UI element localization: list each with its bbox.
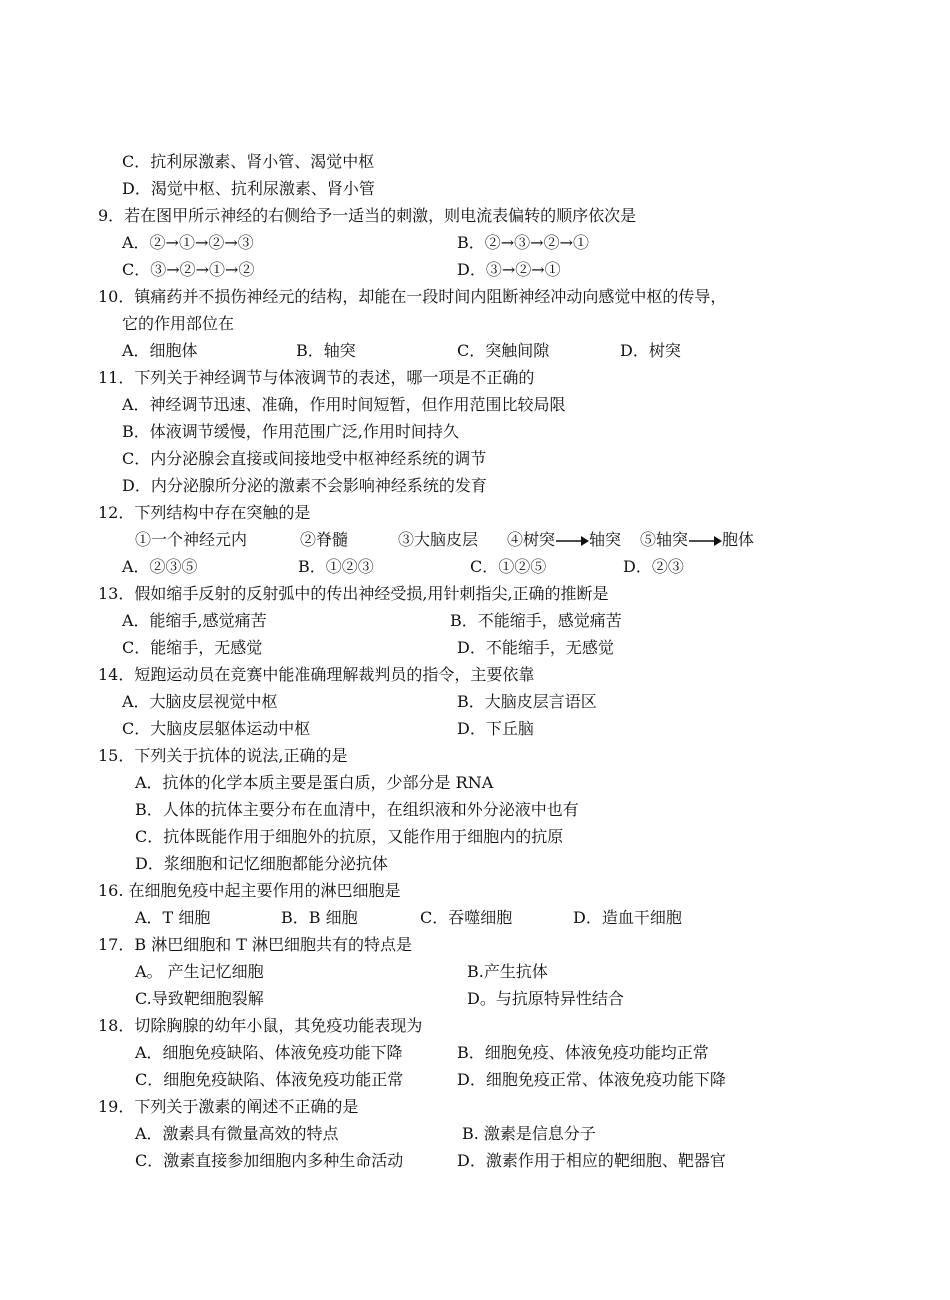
q12-item-3: ③大脑皮层 [398,530,479,549]
arrow-right-icon [688,535,722,547]
q16-option-d: D．造血干细胞 [573,908,682,927]
q13-option-b: B．不能缩手，感觉痛苦 [450,611,622,630]
q16-option-c: C．吞噬细胞 [420,908,513,927]
q11-option-b: B．体液调节缓慢，作用范围广泛,作用时间持久 [122,422,459,441]
q18-option-c: C．细胞免疫缺陷、体液免疫功能正常 [135,1070,404,1089]
q12-stem: 12．下列结构中存在突触的是 [98,503,311,522]
q12-option-a: A．②③⑤ [122,557,198,576]
q14-option-c: C．大脑皮层躯体运动中枢 [122,719,311,738]
q13-stem: 13．假如缩手反射的反射弧中的传出神经受损,用针刺指尖,正确的推断是 [98,584,609,603]
q14-option-a: A．大脑皮层视觉中枢 [122,692,278,711]
q13-option-d: D．不能缩手，无感觉 [457,638,614,657]
q14-option-d: D．下丘脑 [457,719,534,738]
q17-stem: 17．B 淋巴细胞和 T 淋巴细胞共有的特点是 [98,935,413,954]
q12-item-5-from: ⑤轴突 [640,530,689,549]
q18-option-b: B．细胞免疫、体液免疫功能均正常 [457,1043,709,1062]
q18-option-d: D．细胞免疫正常、体液免疫功能下降 [457,1070,726,1089]
q8-option-c: C．抗利尿激素、肾小管、渴觉中枢 [122,152,375,171]
q17-option-d: D。与抗原特异性结合 [467,989,624,1008]
q12-option-c: C．①②⑤ [470,557,547,576]
q19-option-a: A．激素具有微量高效的特点 [135,1124,339,1143]
q19-option-c: C．激素直接参加细胞内多种生命活动 [135,1151,404,1170]
q8-option-d: D．渴觉中枢、抗利尿激素、肾小管 [122,179,375,198]
q16-stem: 16. 在细胞免疫中起主要作用的淋巴细胞是 [98,881,401,900]
q12-option-d: D．②③ [623,557,684,576]
q9-option-a: A．②→①→②→③ [122,233,254,252]
q10-option-a: A．细胞体 [122,341,198,360]
q12-item-5 [640,530,754,550]
q19-option-b: B. 激素是信息分子 [462,1124,596,1143]
arrow-right-icon [555,535,589,547]
q12-option-b: B．①②③ [298,557,374,576]
q11-stem: 11．下列关于神经调节与体液调节的表述，哪一项是不正确的 [98,368,535,387]
q12-item-4-from: ④树突 [507,530,556,549]
q16-option-b: B．B 细胞 [281,908,358,927]
q18-stem: 18．切除胸腺的幼年小鼠，其免疫功能表现为 [98,1016,423,1035]
q19-option-d: D．激素作用于相应的靶细胞、靶器官 [457,1151,726,1170]
q13-option-a: A．能缩手,感觉痛苦 [122,611,267,630]
q16-option-a: A．T 细胞 [135,908,211,927]
q12-item-4 [507,530,621,550]
q17-option-a: A。 产生记忆细胞 [135,962,264,981]
q11-option-a: A．神经调节迅速、准确，作用时间短暂，但作用范围比较局限 [122,395,566,414]
q9-option-b: B．②→③→②→① [457,233,589,252]
q10-stem-line1: 10．镇痛药并不损伤神经元的结构，却能在一段时间内阻断神经冲动向感觉中枢的传导， [98,287,727,306]
q9-stem: 9．若在图甲所示神经的右侧给予一适当的刺激，则电流表偏转的顺序依次是 [98,206,637,225]
q14-option-b: B．大脑皮层言语区 [457,692,597,711]
q12-item-2: ②脊髓 [300,530,349,549]
q15-option-d: D．浆细胞和记忆细胞都能分泌抗体 [135,854,388,873]
q10-option-d: D．树突 [620,341,681,360]
q10-stem-line2: 它的作用部位在 [122,314,235,333]
q11-option-d: D．内分泌腺所分泌的激素不会影响神经系统的发育 [122,476,487,495]
q13-option-c: C．能缩手，无感觉 [122,638,263,657]
q15-option-a: A．抗体的化学本质主要是蛋白质，少部分是 RNA [135,773,494,792]
q10-option-c: C．突触间隙 [457,341,550,360]
q18-option-a: A．细胞免疫缺陷、体液免疫功能下降 [135,1043,403,1062]
q10-option-b: B．轴突 [296,341,356,360]
q9-option-d: D．③→②→① [457,260,561,279]
q14-stem: 14．短跑运动员在竞赛中能准确理解裁判员的指令，主要依靠 [98,665,535,684]
q9-option-c: C．③→②→①→② [122,260,255,279]
q11-option-c: C．内分泌腺会直接或间接地受中枢神经系统的调节 [122,449,487,468]
q17-option-c: C.导致靶细胞裂解 [135,989,264,1008]
q15-option-b: B．人体的抗体主要分布在血清中，在组织液和外分泌液中也有 [135,800,579,819]
q12-item-5-to: 胞体 [722,530,755,549]
q12-item-1: ①一个神经元内 [135,530,248,549]
q15-option-c: C．抗体既能作用于细胞外的抗原，又能作用于细胞内的抗原 [135,827,564,846]
q12-item-4-to: 轴突 [589,530,622,549]
q15-stem: 15．下列关于抗体的说法,正确的是 [98,746,348,765]
q19-stem: 19．下列关于激素的阐述不正确的是 [98,1097,359,1116]
q17-option-b: B.产生抗体 [467,962,548,981]
